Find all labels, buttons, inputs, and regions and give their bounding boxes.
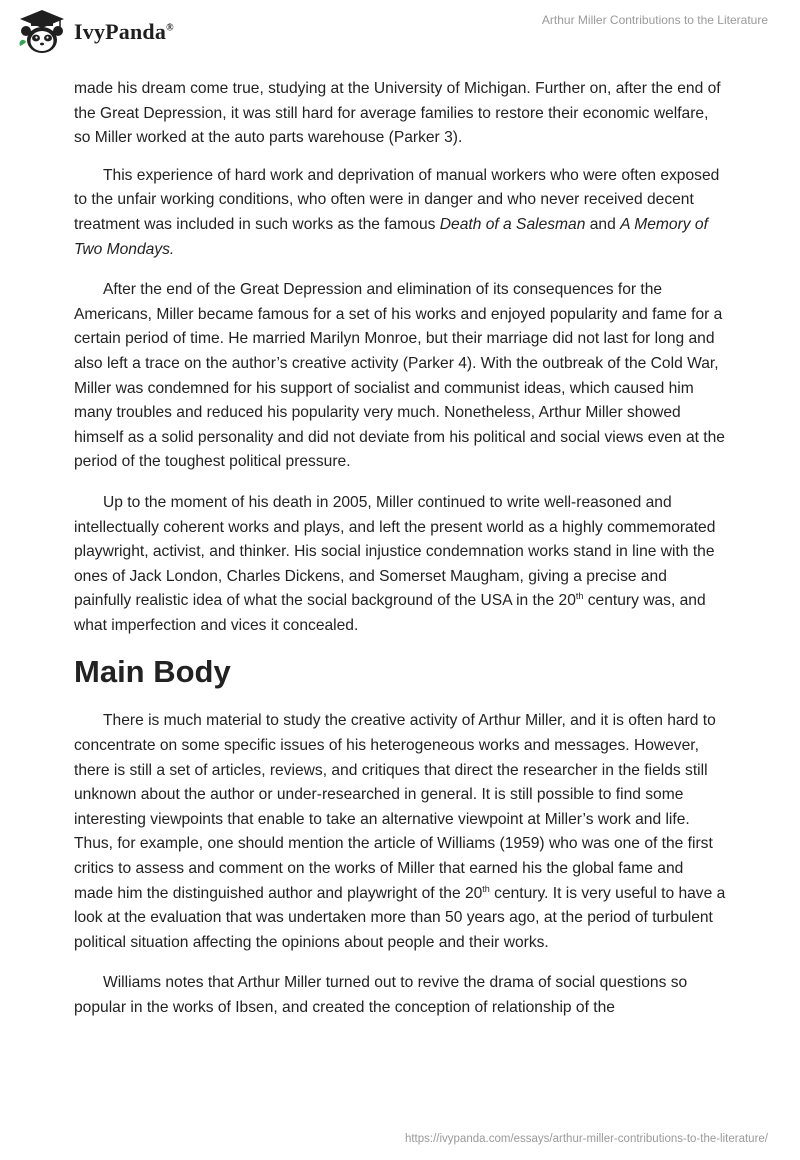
essay-content [74,77,726,1037]
paragraph-2-conjunction: and [585,215,621,233]
title-death-of-a-salesman: Death of a Salesman [439,215,586,233]
paragraph-4 [74,491,726,639]
title-memory-of-two-mondays: A Memory of Two Mondays. [74,215,708,258]
paragraph-1: made his dream come true, studying at the University of Michigan. Further on, after the end of the Great Depression, it was still hard for average families to restore their economic welfare, so Miller worked at the auto parts warehouse (Parker 3). [74,80,721,147]
paragraph-5 [74,709,726,955]
paragraph-3: After the end of the Great Depression and elimination of its consequences for the Americans, Miller became famous for a set of his works and enjoyed popularity and fame for a certain period of time. He married Marilyn Monroe, but their marriage did not last for long and also left a trace on the author’s creative activity (Parker 4). With the outbreak of the Cold War, Miller was condemned for his support of socialist and communist ideas, which caused him many troubles and reduced his popularity very much. Nonetheless, Arthur Miller showed himself as a solid personality and did not deviate from his political and social views even at the period of the toughest political pressure. [74,281,725,471]
paragraph-5-text-end: century. It is very useful to have a look at the evaluation that was undertaken more than 50 years ago, at the period of turbulent political situation affecting the opinions about people and their works. [74,884,726,951]
registered-mark: ® [166,22,174,34]
paragraph-4-text: Up to the moment of his death in 2005, Miller continued to write well-reasoned and intellectually coherent works and plays, and left the present world as a highly commemorated playwright, activist, and thinker. His social injustice condemnation works stand in line with the ones of Jack London, Charles Dickens, and Somerset Maugham, giving a precise and painfully realistic idea of what the social background of the USA in the 20 [74,493,716,610]
brand-name [74,19,174,45]
paragraph-5-text: There is much material to study the creative activity of Arthur Miller, and it is often hard to concentrate on some specific issues of his heterogeneous works and messages. However, there is still a set of articles, reviews, and critiques that direct the researcher in the fields still unknown about the author or under-researched in general. It is still possible to find some interesting viewpoints that enable to take an alternative viewpoint at Miller’s work and life. Thus, for example, one should mention the article of Williams (1959) who was one of the first critics to assess and comment on the works of Miller that earned his the global fame and made him the distinguished author and playwright of the 20 [74,712,716,902]
paragraph-2-text: This experience of hard work and deprivation of manual workers who were often exposed to the unfair working conditions, who often were in danger and who never received decent treatment was included in such works as the famous [74,166,720,233]
paragraph-2 [74,164,726,262]
panda-graduate-icon [16,8,68,56]
brand-logo[interactable] [16,8,174,56]
ordinal-suffix: th [482,883,490,894]
source-url[interactable]: https://ivypanda.com/essays/arthur-miller-contributions-to-the-literature/ [404,1133,768,1145]
paragraph-4-text-end: century was, and what imperfection and vices it concealed. [74,592,706,634]
page-header [0,0,800,70]
document-title: Arthur Miller Contributions to the Literature [541,13,768,27]
brand-text: IvyPanda [74,19,167,44]
ordinal-suffix: th [575,591,584,602]
section-heading: Main Body [74,654,231,690]
paragraph-6: Williams notes that Arthur Miller turned out to revive the drama of social questions so popular in the works of Ibsen, and created the conception of relationship of the [74,974,688,1016]
